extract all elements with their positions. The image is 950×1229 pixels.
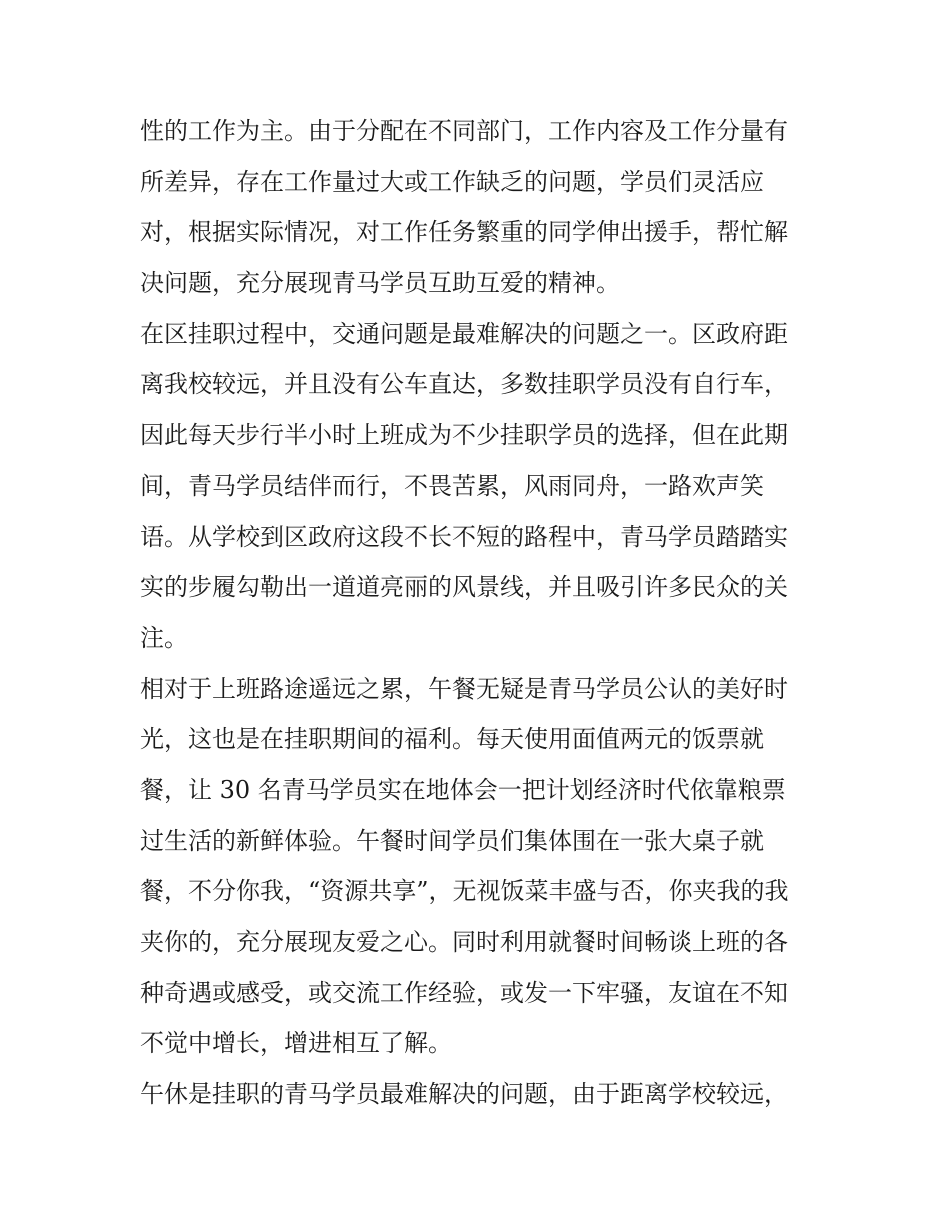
text-line: 过生活的新鲜体验。午餐时间学员们集体围在一张大桌子就 xyxy=(140,826,764,855)
text-line: 餐，不分你我，“资源共享”，无视饭菜丰盛与否，你夹我的我 xyxy=(140,877,789,906)
text-line: 相对于上班路途遥远之累，午餐无疑是青马学员公认的美好时 xyxy=(140,674,788,703)
text-line: 注。 xyxy=(140,623,188,652)
text-line: 语。从学校到区政府这段不长不短的路程中，青马学员踏踏实 xyxy=(140,522,788,551)
text-line: 性的工作为主。由于分配在不同部门，工作内容及工作分量有 xyxy=(140,117,788,145)
text-line: 离我校较远，并且没有公车直达，多数挂职学员没有自行车， xyxy=(140,370,788,399)
text-line: 种奇遇或感受，或交流工作经验，或发一下牢骚，友谊在不知 xyxy=(140,978,788,1007)
body-text xyxy=(140,106,820,1120)
text-line: 决问题，充分展现青马学员互助互爱的精神。 xyxy=(140,269,620,298)
text-line: 对，根据实际情况，对工作任务繁重的同学伸出援手，帮忙解 xyxy=(140,218,788,247)
text-line: 午休是挂职的青马学员最难解决的问题，由于距离学校较远， xyxy=(140,1080,788,1109)
text-line: 不觉中增长，增进相互了解。 xyxy=(140,1029,452,1058)
text-line: 因此每天步行半小时上班成为不少挂职学员的选择，但在此期 xyxy=(140,421,788,450)
text-line: 间，青马学员结伴而行，不畏苦累，风雨同舟，一路欢声笑 xyxy=(140,471,764,500)
text-line: 所差异，存在工作量过大或工作缺乏的问题，学员们灵活应 xyxy=(140,167,764,196)
text-line: 餐，让 30 名青马学员实在地体会一把计划经济时代依靠粮票 xyxy=(140,775,786,804)
text-line: 实的步履勾勒出一道道亮丽的风景线，并且吸引许多民众的关 xyxy=(140,573,788,602)
text-line: 光，这也是在挂职期间的福利。每天使用面值两元的饭票就 xyxy=(140,725,764,754)
text-line: 在区挂职过程中，交通问题是最难解决的问题之一。区政府距 xyxy=(140,319,788,348)
text-line: 夹你的，充分展现友爱之心。同时利用就餐时间畅谈上班的各 xyxy=(140,928,788,956)
